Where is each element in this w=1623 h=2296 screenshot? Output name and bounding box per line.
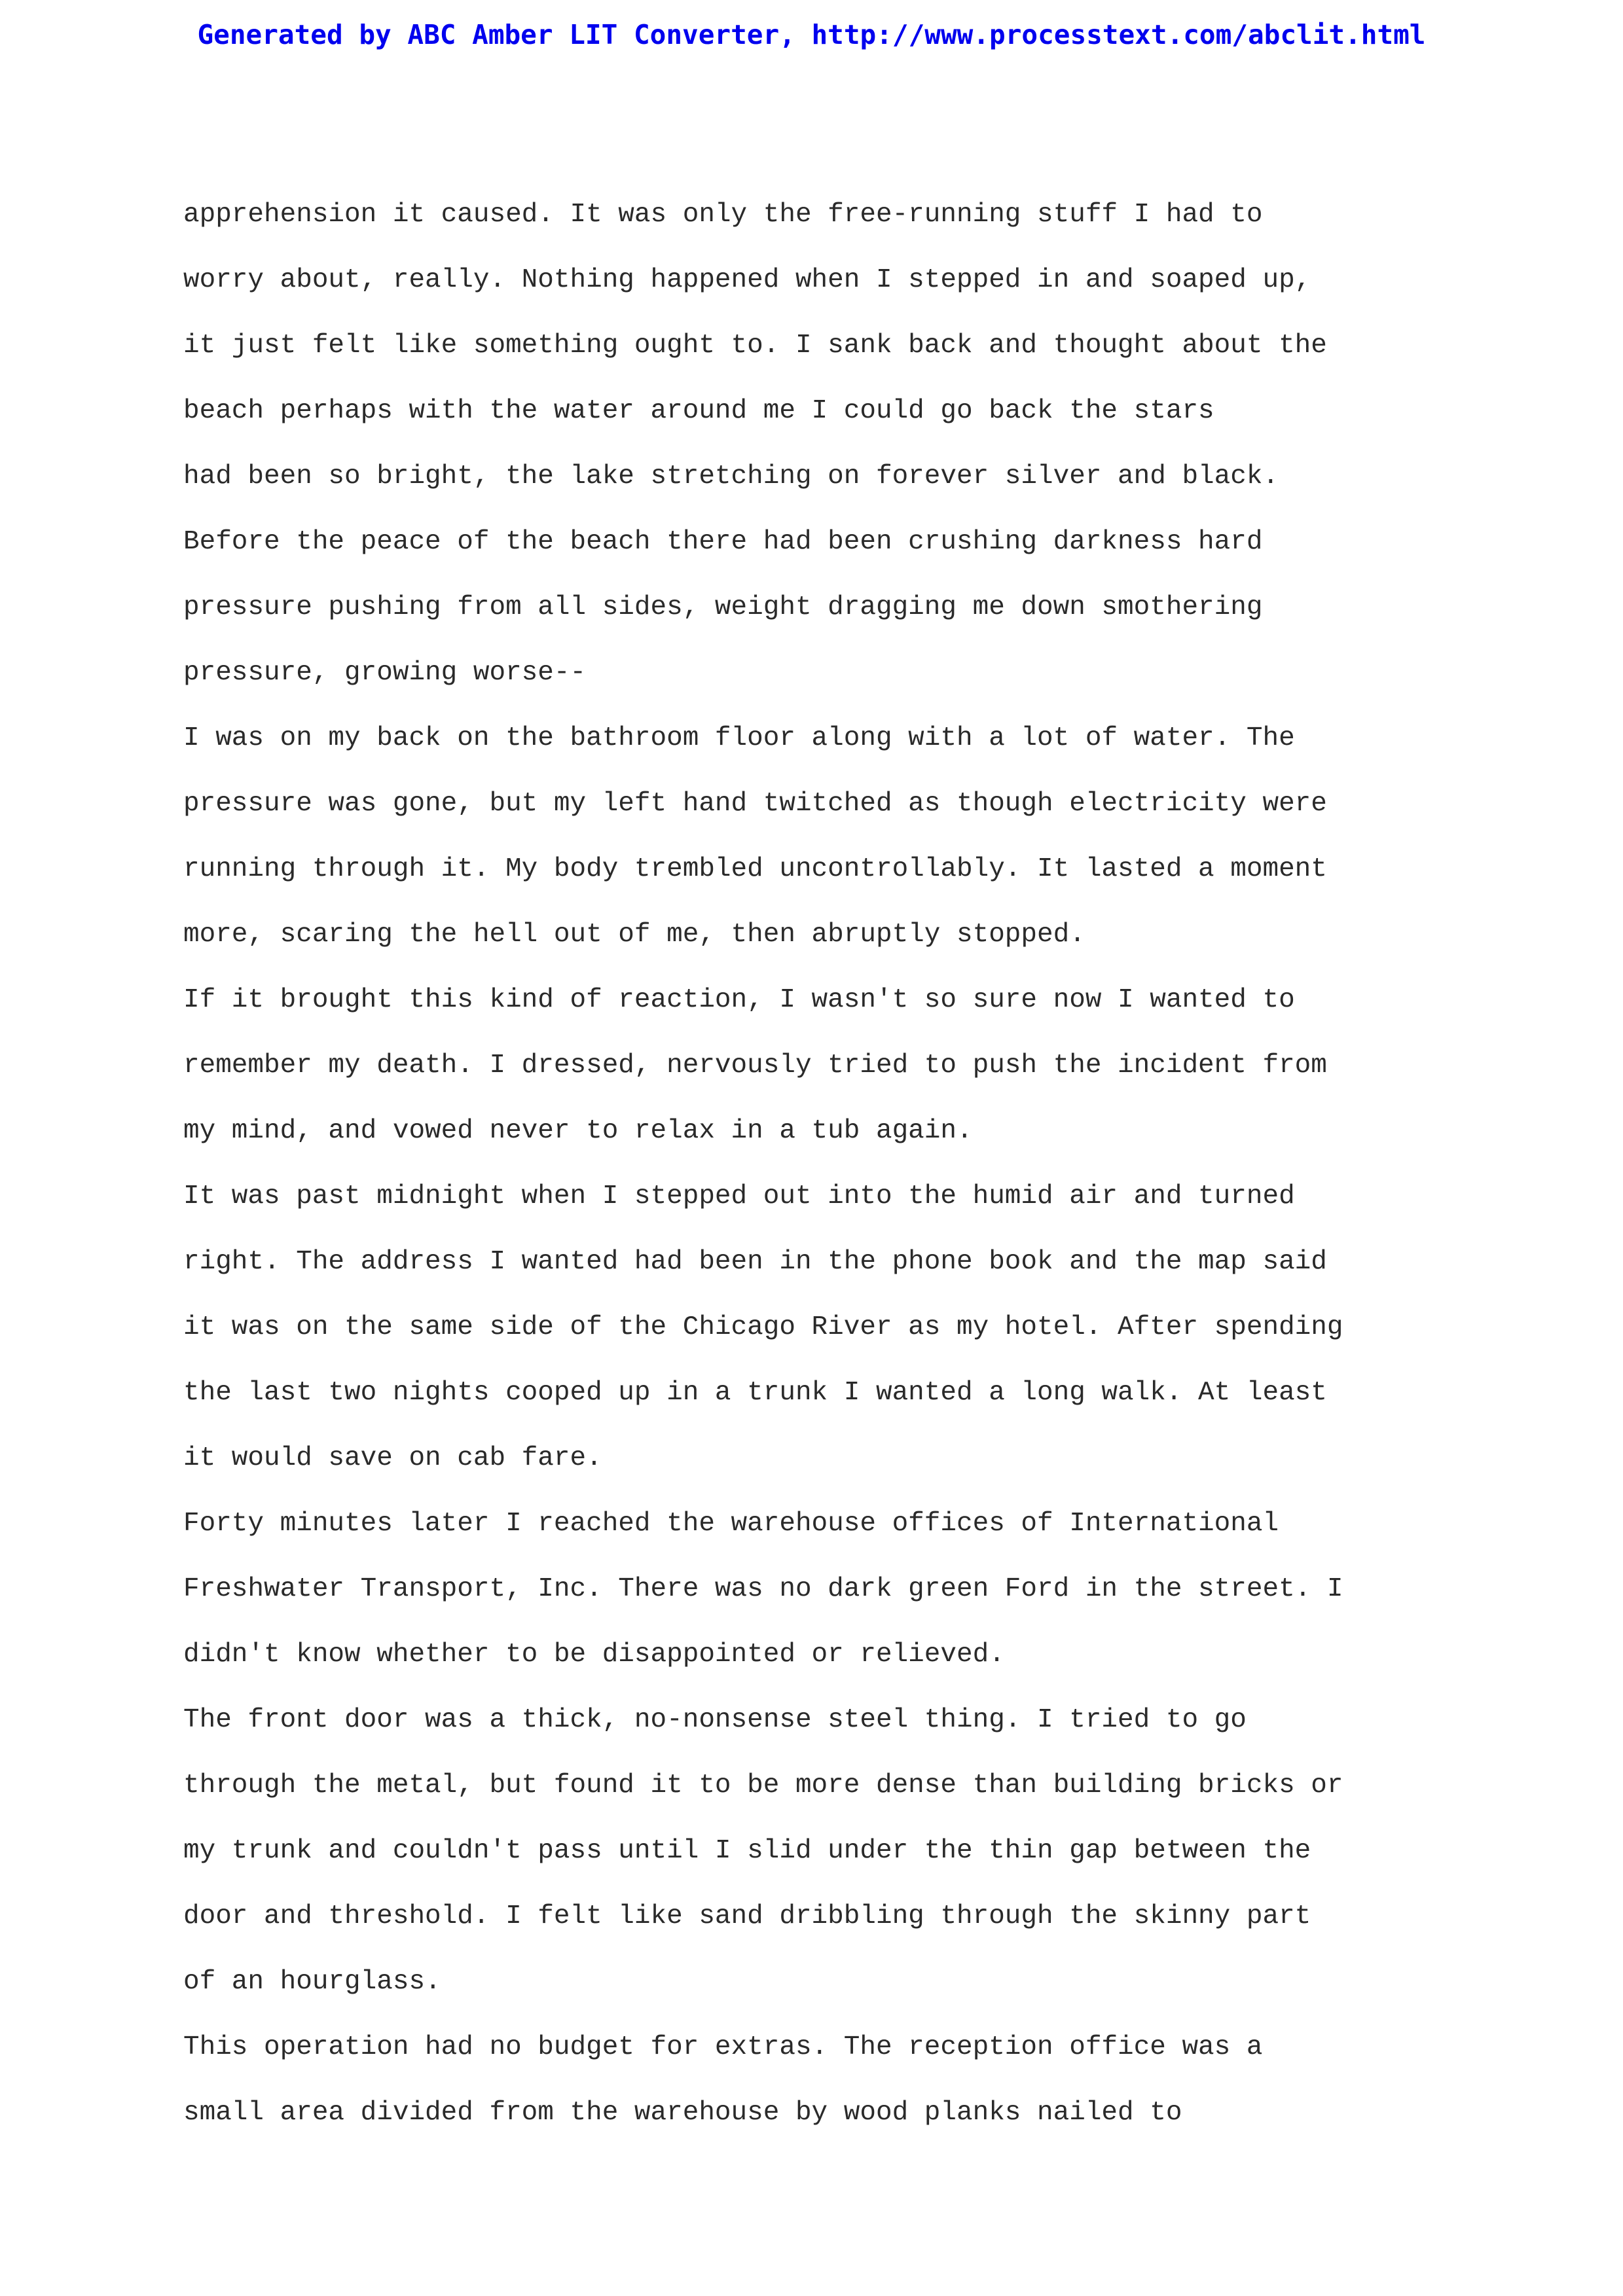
text-line: pressure pushing from all sides, weight dragging me down smothering [183, 592, 1263, 622]
text-line: had been so bright, the lake stretching on forever silver and black. [183, 461, 1279, 492]
text-line: It was past midnight when I stepped out into the humid air and turned [183, 1181, 1295, 1211]
text-line: apprehension it caused. It was only the free-running stuff I had to [183, 200, 1263, 230]
converter-header[interactable]: Generated by ABC Amber LIT Converter, http://www.processtext.com/abclit.html [197, 19, 1426, 50]
text-line: door and threshold. I felt like sand dribbling through the skinny part [183, 1901, 1311, 1931]
text-line: small area divided from the warehouse by wood planks nailed to [183, 2098, 1182, 2128]
text-line: Before the peace of the beach there had been crushing darkness hard [183, 527, 1263, 557]
text-line: beach perhaps with the water around me I could go back the stars [183, 396, 1214, 426]
text-line: the last two nights cooped up in a trunk I wanted a long walk. At least [183, 1378, 1327, 1408]
document-body [183, 182, 1591, 2145]
text-line: Forty minutes later I reached the warehouse offices of International [183, 1509, 1279, 1539]
text-line: remember my death. I dressed, nervously tried to push the incident from [183, 1050, 1327, 1081]
text-line: This operation had no budget for extras. The reception office was a [183, 2032, 1263, 2062]
text-line: I was on my back on the bathroom floor along with a lot of water. The [183, 723, 1295, 753]
text-line: If it brought this kind of reaction, I wasn't so sure now I wanted to [183, 985, 1295, 1015]
text-line: through the metal, but found it to be more dense than building bricks or [183, 1770, 1343, 1801]
text-line: my mind, and vowed never to relax in a tub again. [183, 1116, 973, 1146]
text-line: it was on the same side of the Chicago River as my hotel. After spending [183, 1312, 1343, 1342]
text-line: Freshwater Transport, Inc. There was no dark green Ford in the street. I [183, 1574, 1343, 1604]
text-line: worry about, really. Nothing happened when I stepped in and soaped up, [183, 265, 1311, 295]
text-line: my trunk and couldn't pass until I slid under the thin gap between the [183, 1836, 1311, 1866]
text-line: it just felt like something ought to. I sank back and thought about the [183, 331, 1327, 361]
text-line: pressure was gone, but my left hand twitched as though electricity were [183, 789, 1327, 819]
text-line: didn't know whether to be disappointed or relieved. [183, 1640, 1005, 1670]
text-line: pressure, growing worse-- [183, 658, 587, 688]
text-line: it would save on cab fare. [183, 1443, 602, 1473]
text-line: The front door was a thick, no-nonsense steel thing. I tried to go [183, 1705, 1247, 1735]
text-line: right. The address I wanted had been in the phone book and the map said [183, 1247, 1327, 1277]
text-line: running through it. My body trembled uncontrollably. It lasted a moment [183, 854, 1327, 884]
text-line: more, scaring the hell out of me, then abruptly stopped. [183, 920, 1085, 950]
text-line: of an hourglass. [183, 1967, 441, 1997]
